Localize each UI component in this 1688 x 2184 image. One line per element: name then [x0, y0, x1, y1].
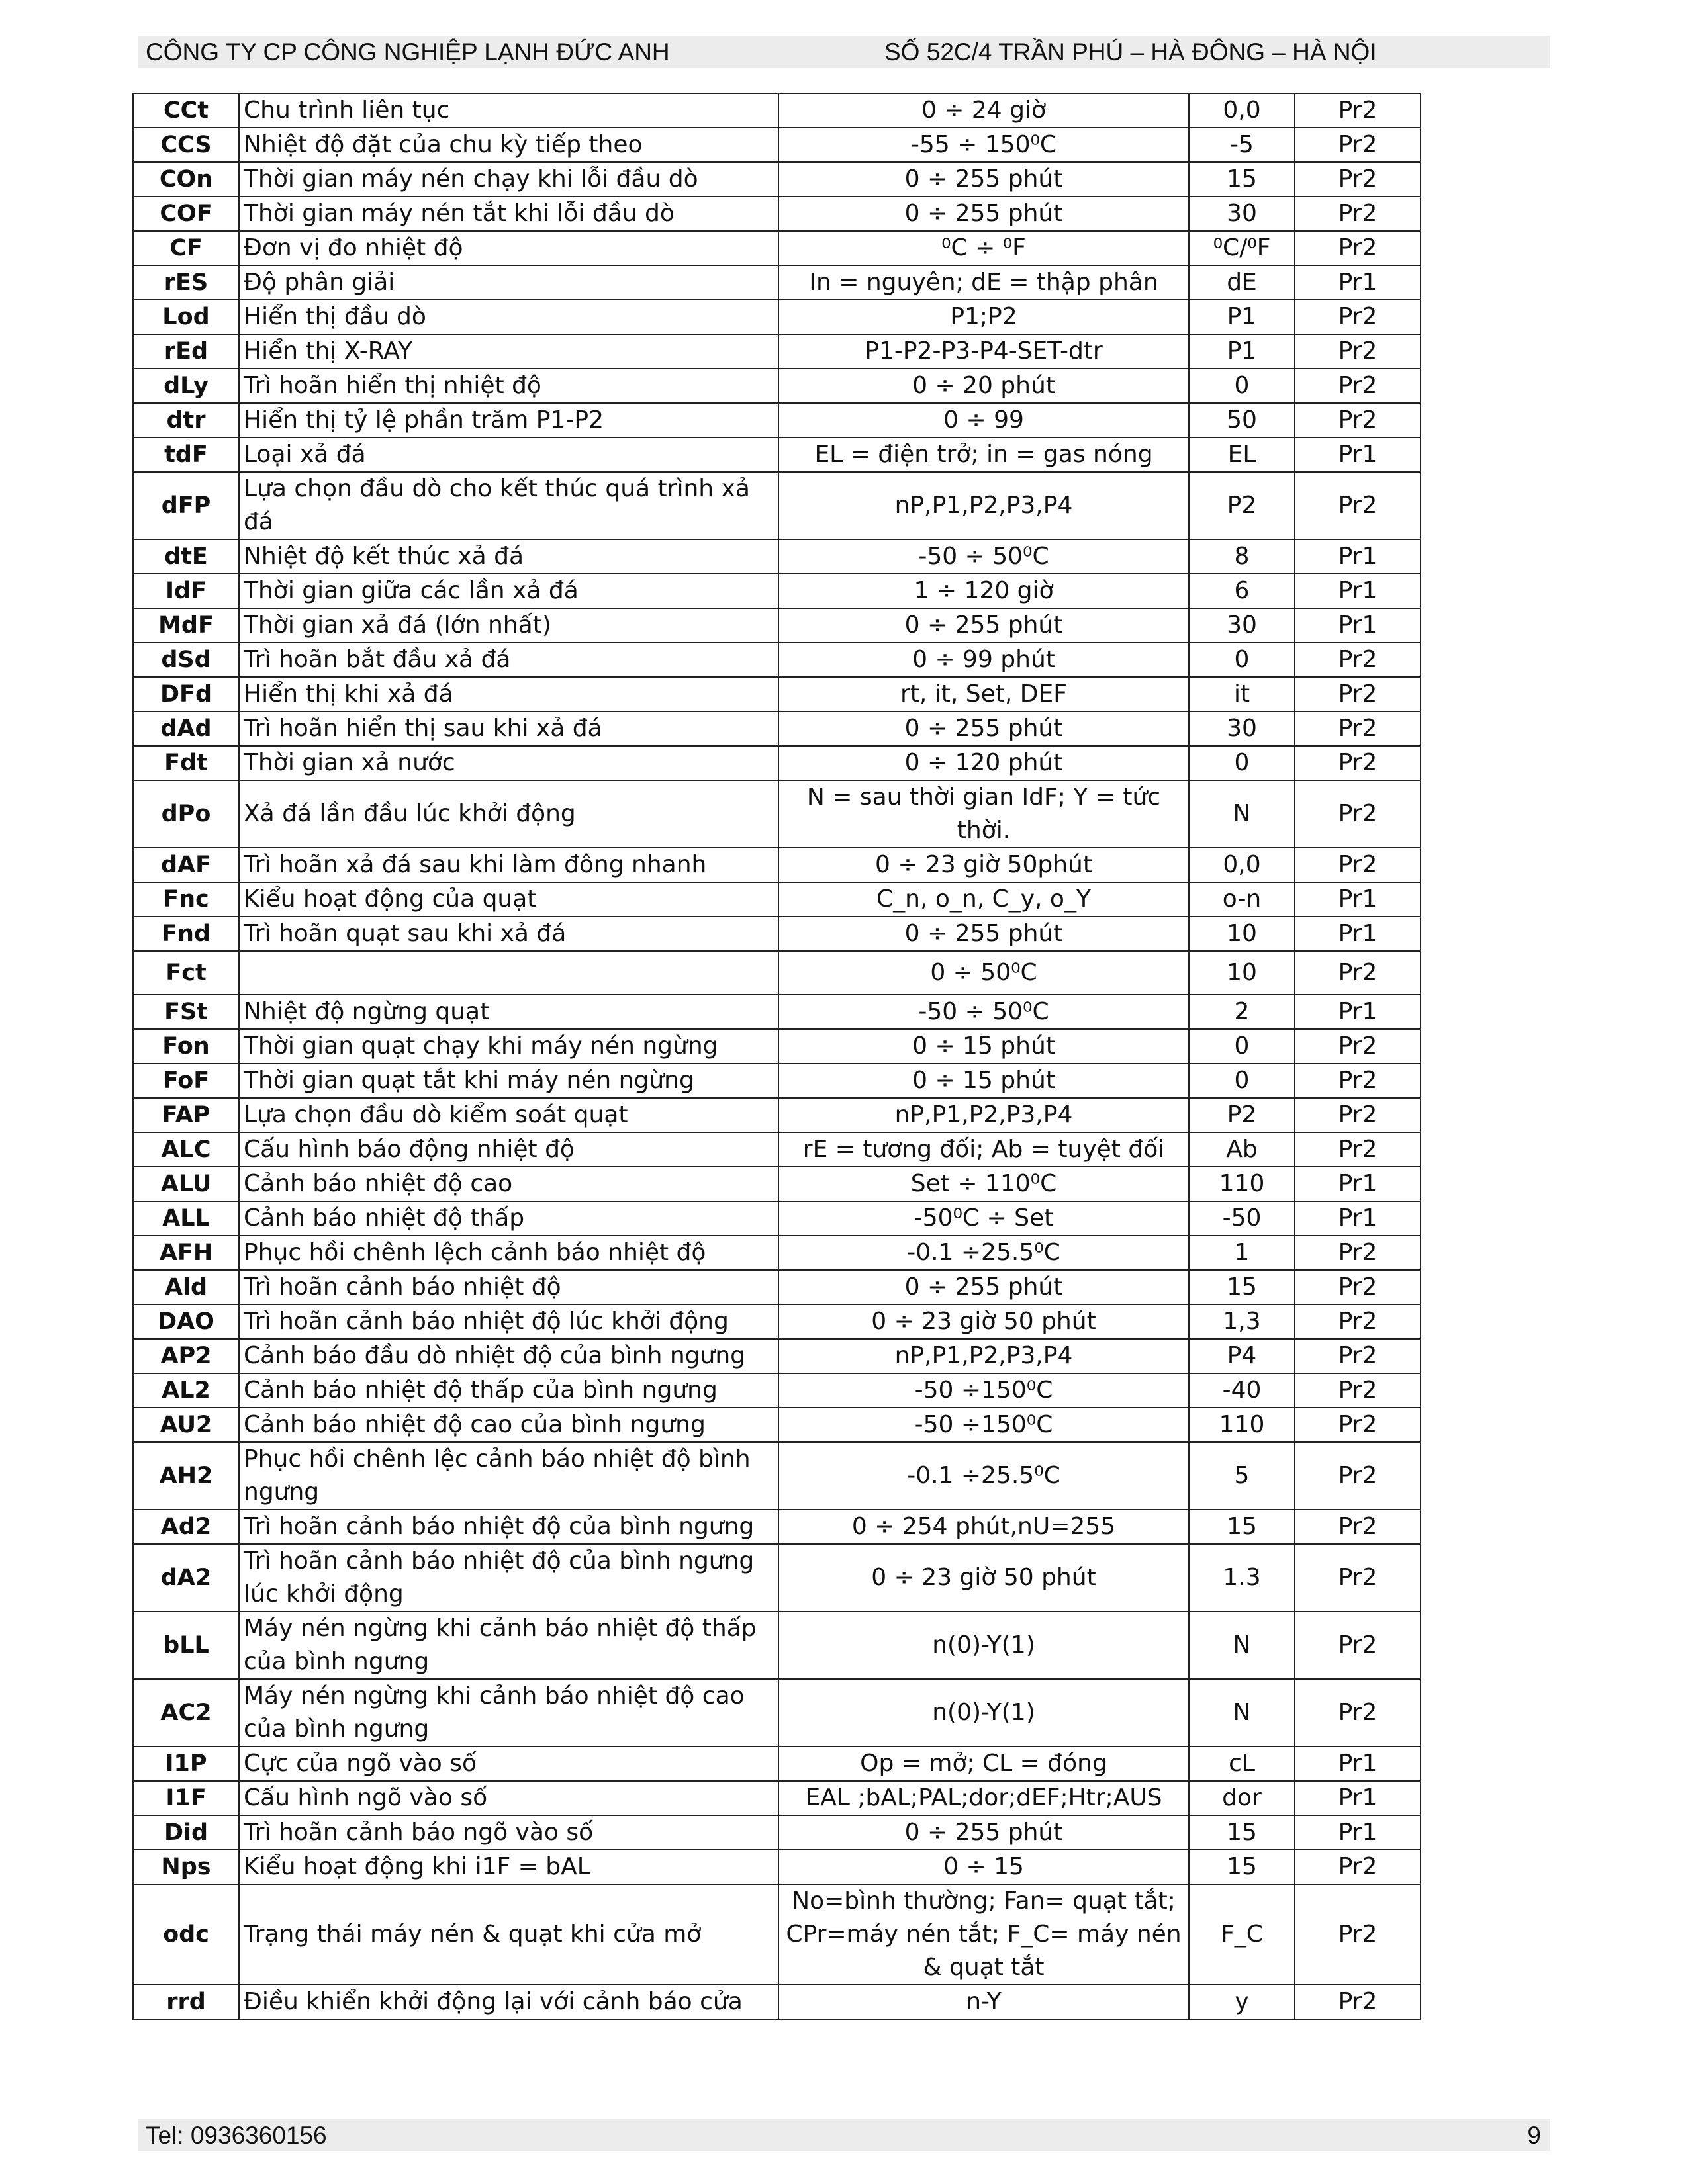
param-range: n-Y — [778, 1985, 1189, 2019]
param-range: rt, it, Set, DEF — [778, 677, 1189, 711]
param-code: dFP — [133, 472, 239, 539]
param-description: Kiểu hoạt động của quạt — [239, 882, 778, 917]
param-code: AFH — [133, 1236, 239, 1270]
table-row — [133, 128, 1421, 162]
table-row — [133, 780, 1421, 848]
param-code: AH2 — [133, 1442, 239, 1510]
param-default: 0 — [1189, 746, 1295, 780]
parameter-table — [132, 93, 1421, 2020]
table-row — [133, 1985, 1421, 2019]
page-number: 9 — [1527, 2122, 1541, 2149]
param-description: Hiển thị X-RAY — [239, 334, 778, 369]
parameter-table-body — [133, 93, 1421, 2019]
param-level: Pr2 — [1295, 1132, 1421, 1167]
table-row — [133, 231, 1421, 265]
param-range: 0 ÷ 24 giờ — [778, 93, 1189, 128]
table-row — [133, 265, 1421, 300]
param-code: Fdt — [133, 746, 239, 780]
param-code: COn — [133, 162, 239, 197]
param-range: No=bình thường; Fan= quạt tắt; CPr=máy nén tắt; F_C= máy nén & quạt tắt — [778, 1884, 1189, 1985]
param-default: P1 — [1189, 334, 1295, 369]
param-level: Pr2 — [1295, 1304, 1421, 1339]
param-level: Pr2 — [1295, 1679, 1421, 1747]
param-default: 30 — [1189, 608, 1295, 643]
param-code: MdF — [133, 608, 239, 643]
param-description: Thời gian máy nén tắt khi lỗi đầu dò — [239, 197, 778, 231]
param-level: Pr2 — [1295, 1064, 1421, 1098]
param-description: Thời gian quạt chạy khi máy nén ngừng — [239, 1029, 778, 1064]
param-range: 0 ÷ 15 phút — [778, 1029, 1189, 1064]
param-range: 1 ÷ 120 giờ — [778, 574, 1189, 608]
param-description: Cảnh báo nhiệt độ cao của bình ngưng — [239, 1408, 778, 1442]
param-code: tdF — [133, 437, 239, 472]
param-default: ⁰C/⁰F — [1189, 231, 1295, 265]
param-code: dtr — [133, 403, 239, 437]
param-code: FSt — [133, 995, 239, 1029]
param-range: 0 ÷ 99 — [778, 403, 1189, 437]
param-code: CCS — [133, 128, 239, 162]
param-range: nP,P1,P2,P3,P4 — [778, 1339, 1189, 1373]
param-code: dPo — [133, 780, 239, 848]
param-code: rES — [133, 265, 239, 300]
table-row — [133, 1270, 1421, 1304]
param-description: Trì hoãn bắt đầu xả đá — [239, 643, 778, 677]
param-range: 0 ÷ 255 phút — [778, 197, 1189, 231]
param-default: P2 — [1189, 1098, 1295, 1132]
table-row — [133, 1029, 1421, 1064]
param-code: ALL — [133, 1201, 239, 1236]
param-range: P1;P2 — [778, 300, 1189, 334]
param-code: Nps — [133, 1850, 239, 1884]
table-row — [133, 1304, 1421, 1339]
param-level: Pr1 — [1295, 437, 1421, 472]
param-description: Chu trình liên tục — [239, 93, 778, 128]
param-range: -50⁰C ÷ Set — [778, 1201, 1189, 1236]
param-default: N — [1189, 1612, 1295, 1679]
param-range: 0 ÷ 120 phút — [778, 746, 1189, 780]
param-description: Lựa chọn đầu dò cho kết thúc quá trình xả đá — [239, 472, 778, 539]
param-level: Pr2 — [1295, 1612, 1421, 1679]
table-row — [133, 93, 1421, 128]
param-description: Độ phân giải — [239, 265, 778, 300]
param-level: Pr1 — [1295, 1747, 1421, 1781]
param-default: P1 — [1189, 300, 1295, 334]
param-range: -50 ÷150⁰C — [778, 1408, 1189, 1442]
param-level: Pr2 — [1295, 1544, 1421, 1612]
param-default: 0,0 — [1189, 93, 1295, 128]
param-description: Máy nén ngừng khi cảnh báo nhiệt độ cao của bình ngưng — [239, 1679, 778, 1747]
param-default: 30 — [1189, 197, 1295, 231]
param-range: 0 ÷ 23 giờ 50phút — [778, 848, 1189, 882]
param-code: AL2 — [133, 1373, 239, 1408]
param-description: Nhiệt độ đặt của chu kỳ tiếp theo — [239, 128, 778, 162]
param-level: Pr2 — [1295, 643, 1421, 677]
param-default: dor — [1189, 1781, 1295, 1815]
param-default: cL — [1189, 1747, 1295, 1781]
table-row — [133, 848, 1421, 882]
param-description: Trì hoãn cảnh báo nhiệt độ của bình ngưng — [239, 1510, 778, 1544]
param-default: N — [1189, 1679, 1295, 1747]
table-row — [133, 1373, 1421, 1408]
param-code: ALC — [133, 1132, 239, 1167]
param-default: 6 — [1189, 574, 1295, 608]
param-default: 110 — [1189, 1408, 1295, 1442]
param-default: N — [1189, 780, 1295, 848]
param-level: Pr2 — [1295, 1270, 1421, 1304]
table-row — [133, 1201, 1421, 1236]
table-row — [133, 1850, 1421, 1884]
param-range: -50 ÷ 50⁰C — [778, 539, 1189, 574]
param-code: Fnc — [133, 882, 239, 917]
param-level: Pr2 — [1295, 1236, 1421, 1270]
param-level: Pr2 — [1295, 746, 1421, 780]
param-level: Pr2 — [1295, 162, 1421, 197]
param-code: dAF — [133, 848, 239, 882]
param-description: Cấu hình ngõ vào số — [239, 1781, 778, 1815]
table-row — [133, 1612, 1421, 1679]
param-range: Set ÷ 110⁰C — [778, 1167, 1189, 1201]
param-default: 0 — [1189, 1029, 1295, 1064]
param-level: Pr1 — [1295, 917, 1421, 951]
param-level: Pr1 — [1295, 574, 1421, 608]
param-code: IdF — [133, 574, 239, 608]
param-default: 50 — [1189, 403, 1295, 437]
param-level: Pr2 — [1295, 1442, 1421, 1510]
param-level: Pr1 — [1295, 995, 1421, 1029]
param-level: Pr2 — [1295, 1339, 1421, 1373]
param-level: Pr2 — [1295, 1373, 1421, 1408]
param-default: 10 — [1189, 951, 1295, 995]
param-description — [239, 951, 778, 995]
param-code: rrd — [133, 1985, 239, 2019]
param-default: 0 — [1189, 1064, 1295, 1098]
table-row — [133, 300, 1421, 334]
param-default: y — [1189, 1985, 1295, 2019]
param-range: rE = tương đối; Ab = tuyệt đối — [778, 1132, 1189, 1167]
param-description: Lựa chọn đầu dò kiểm soát quạt — [239, 1098, 778, 1132]
table-row — [133, 643, 1421, 677]
table-row — [133, 1884, 1421, 1985]
param-code: Ad2 — [133, 1510, 239, 1544]
param-default: 5 — [1189, 1442, 1295, 1510]
param-level: Pr2 — [1295, 677, 1421, 711]
param-level: Pr2 — [1295, 231, 1421, 265]
param-description: Đơn vị đo nhiệt độ — [239, 231, 778, 265]
param-range: N = sau thời gian IdF; Y = tức thời. — [778, 780, 1189, 848]
param-level: Pr2 — [1295, 93, 1421, 128]
table-row — [133, 1236, 1421, 1270]
param-level: Pr2 — [1295, 848, 1421, 882]
param-description: Thời gian máy nén chạy khi lỗi đầu dò — [239, 162, 778, 197]
param-code: AP2 — [133, 1339, 239, 1373]
param-level: Pr2 — [1295, 334, 1421, 369]
param-code: DAO — [133, 1304, 239, 1339]
table-row — [133, 472, 1421, 539]
param-code: odc — [133, 1884, 239, 1985]
param-description: Cấu hình báo động nhiệt độ — [239, 1132, 778, 1167]
param-code: AC2 — [133, 1679, 239, 1747]
param-range: C_n, o_n, C_y, o_Y — [778, 882, 1189, 917]
param-range: 0 ÷ 255 phút — [778, 917, 1189, 951]
param-description: Trì hoãn cảnh báo nhiệt độ của bình ngưng lúc khởi động — [239, 1544, 778, 1612]
param-default: dE — [1189, 265, 1295, 300]
param-description: Trạng thái máy nén & quạt khi cửa mở — [239, 1884, 778, 1985]
param-level: Pr1 — [1295, 882, 1421, 917]
table-row — [133, 1098, 1421, 1132]
param-range: -0.1 ÷25.5⁰C — [778, 1442, 1189, 1510]
page-footer — [138, 2119, 1550, 2151]
param-description: Cảnh báo nhiệt độ thấp của bình ngưng — [239, 1373, 778, 1408]
param-code: CCt — [133, 93, 239, 128]
page-header — [138, 36, 1550, 68]
param-description: Nhiệt độ kết thúc xả đá — [239, 539, 778, 574]
param-range: ⁰C ÷ ⁰F — [778, 231, 1189, 265]
param-code: dLy — [133, 369, 239, 403]
param-default: P2 — [1189, 472, 1295, 539]
param-default: 110 — [1189, 1167, 1295, 1201]
param-default: -50 — [1189, 1201, 1295, 1236]
param-description: Trì hoãn cảnh báo nhiệt độ — [239, 1270, 778, 1304]
param-description: Điều khiển khởi động lại với cảnh báo cửa — [239, 1985, 778, 2019]
param-level: Pr2 — [1295, 1408, 1421, 1442]
param-range: P1-P2-P3-P4-SET-dtr — [778, 334, 1189, 369]
param-description: Phục hồi chênh lệc cảnh báo nhiệt độ bình ngưng — [239, 1442, 778, 1510]
param-default: it — [1189, 677, 1295, 711]
param-description: Cảnh báo nhiệt độ cao — [239, 1167, 778, 1201]
param-level: Pr2 — [1295, 780, 1421, 848]
table-row — [133, 1167, 1421, 1201]
table-row — [133, 437, 1421, 472]
param-default: 2 — [1189, 995, 1295, 1029]
table-row — [133, 1815, 1421, 1850]
table-row — [133, 1747, 1421, 1781]
param-code: DFd — [133, 677, 239, 711]
param-description: Trì hoãn hiển thị sau khi xả đá — [239, 711, 778, 746]
param-default: 1 — [1189, 1236, 1295, 1270]
param-description: Kiểu hoạt động khi i1F = bAL — [239, 1850, 778, 1884]
footer-phone: Tel: 0936360156 — [146, 2122, 327, 2149]
param-range: 0 ÷ 255 phút — [778, 1815, 1189, 1850]
param-description: Nhiệt độ ngừng quạt — [239, 995, 778, 1029]
table-row — [133, 1339, 1421, 1373]
company-address: SỐ 52C/4 TRẦN PHÚ – HÀ ĐÔNG – HÀ NỘI — [884, 38, 1377, 66]
table-row — [133, 1781, 1421, 1815]
param-level: Pr2 — [1295, 197, 1421, 231]
param-level: Pr2 — [1295, 1029, 1421, 1064]
param-level: Pr2 — [1295, 1850, 1421, 1884]
param-default: 15 — [1189, 1510, 1295, 1544]
table-row — [133, 882, 1421, 917]
param-range: -0.1 ÷25.5⁰C — [778, 1236, 1189, 1270]
param-level: Pr1 — [1295, 539, 1421, 574]
param-default: Ab — [1189, 1132, 1295, 1167]
table-row — [133, 1408, 1421, 1442]
param-code: COF — [133, 197, 239, 231]
table-row — [133, 746, 1421, 780]
table-row — [133, 1442, 1421, 1510]
param-range: -50 ÷150⁰C — [778, 1373, 1189, 1408]
table-row — [133, 711, 1421, 746]
param-level: Pr1 — [1295, 1815, 1421, 1850]
param-code: rEd — [133, 334, 239, 369]
param-description: Cảnh báo đầu dò nhiệt độ của bình ngưng — [239, 1339, 778, 1373]
param-range: 0 ÷ 23 giờ 50 phút — [778, 1304, 1189, 1339]
table-row — [133, 369, 1421, 403]
param-code: FoF — [133, 1064, 239, 1098]
param-default: -5 — [1189, 128, 1295, 162]
table-row — [133, 1679, 1421, 1747]
table-row — [133, 951, 1421, 995]
param-code: CF — [133, 231, 239, 265]
param-description: Cực của ngõ vào số — [239, 1747, 778, 1781]
table-row — [133, 162, 1421, 197]
param-level: Pr2 — [1295, 711, 1421, 746]
table-row — [133, 539, 1421, 574]
param-code: Fon — [133, 1029, 239, 1064]
param-default: 15 — [1189, 1815, 1295, 1850]
param-default: 0 — [1189, 643, 1295, 677]
param-level: Pr2 — [1295, 128, 1421, 162]
param-code: Fct — [133, 951, 239, 995]
table-row — [133, 403, 1421, 437]
param-description: Máy nén ngừng khi cảnh báo nhiệt độ thấp của bình ngưng — [239, 1612, 778, 1679]
param-description: Loại xả đá — [239, 437, 778, 472]
param-level: Pr2 — [1295, 300, 1421, 334]
param-description: Hiển thị khi xả đá — [239, 677, 778, 711]
param-default: 10 — [1189, 917, 1295, 951]
param-default: 0,0 — [1189, 848, 1295, 882]
param-description: Trì hoãn hiển thị nhiệt độ — [239, 369, 778, 403]
param-range: 0 ÷ 255 phút — [778, 608, 1189, 643]
table-row — [133, 917, 1421, 951]
param-range: nP,P1,P2,P3,P4 — [778, 1098, 1189, 1132]
param-range: 0 ÷ 99 phút — [778, 643, 1189, 677]
param-description: Thời gian xả đá (lớn nhất) — [239, 608, 778, 643]
param-description: Hiển thị tỷ lệ phần trăm P1-P2 — [239, 403, 778, 437]
param-range: 0 ÷ 15 — [778, 1850, 1189, 1884]
param-default: -40 — [1189, 1373, 1295, 1408]
param-code: AU2 — [133, 1408, 239, 1442]
param-level: Pr2 — [1295, 472, 1421, 539]
param-default: 15 — [1189, 1270, 1295, 1304]
param-code: Ald — [133, 1270, 239, 1304]
param-code: dSd — [133, 643, 239, 677]
param-code: bLL — [133, 1612, 239, 1679]
param-level: Pr2 — [1295, 1884, 1421, 1985]
param-range: 0 ÷ 50⁰C — [778, 951, 1189, 995]
param-level: Pr1 — [1295, 1781, 1421, 1815]
param-default: F_C — [1189, 1884, 1295, 1985]
param-code: I1F — [133, 1781, 239, 1815]
param-range: 0 ÷ 20 phút — [778, 369, 1189, 403]
param-description: Hiển thị đầu dò — [239, 300, 778, 334]
param-range: In = nguyên; dE = thập phân — [778, 265, 1189, 300]
param-code: ALU — [133, 1167, 239, 1201]
param-default: 30 — [1189, 711, 1295, 746]
param-default: 1,3 — [1189, 1304, 1295, 1339]
param-level: Pr1 — [1295, 608, 1421, 643]
param-range: -55 ÷ 150⁰C — [778, 128, 1189, 162]
param-level: Pr2 — [1295, 951, 1421, 995]
param-default: 1.3 — [1189, 1544, 1295, 1612]
param-range: Op = mở; CL = đóng — [778, 1747, 1189, 1781]
param-range: 0 ÷ 255 phút — [778, 1270, 1189, 1304]
param-level: Pr1 — [1295, 265, 1421, 300]
param-code: Did — [133, 1815, 239, 1850]
param-level: Pr1 — [1295, 1167, 1421, 1201]
param-level: Pr2 — [1295, 1985, 1421, 2019]
param-range: nP,P1,P2,P3,P4 — [778, 472, 1189, 539]
param-description: Thời gian xả nước — [239, 746, 778, 780]
param-default: 15 — [1189, 1850, 1295, 1884]
table-row — [133, 1064, 1421, 1098]
param-code: dtE — [133, 539, 239, 574]
param-range: n(0)-Y(1) — [778, 1679, 1189, 1747]
table-row — [133, 197, 1421, 231]
param-code: I1P — [133, 1747, 239, 1781]
table-row — [133, 995, 1421, 1029]
param-description: Cảnh báo nhiệt độ thấp — [239, 1201, 778, 1236]
param-level: Pr2 — [1295, 369, 1421, 403]
param-range: 0 ÷ 255 phút — [778, 711, 1189, 746]
table-row — [133, 574, 1421, 608]
param-range: 0 ÷ 15 phút — [778, 1064, 1189, 1098]
param-description: Thời gian quạt tắt khi máy nén ngừng — [239, 1064, 778, 1098]
param-default: 15 — [1189, 162, 1295, 197]
param-range: 0 ÷ 23 giờ 50 phút — [778, 1544, 1189, 1612]
param-description: Trì hoãn quạt sau khi xả đá — [239, 917, 778, 951]
param-code: dAd — [133, 711, 239, 746]
table-row — [133, 608, 1421, 643]
param-range: -50 ÷ 50⁰C — [778, 995, 1189, 1029]
table-row — [133, 1510, 1421, 1544]
param-description: Thời gian giữa các lần xả đá — [239, 574, 778, 608]
param-range: EL = điện trở; in = gas nóng — [778, 437, 1189, 472]
company-name: CÔNG TY CP CÔNG NGHIỆP LẠNH ĐỨC ANH — [146, 38, 670, 66]
param-code: Fnd — [133, 917, 239, 951]
param-default: o-n — [1189, 882, 1295, 917]
param-level: Pr2 — [1295, 1098, 1421, 1132]
param-level: Pr2 — [1295, 1510, 1421, 1544]
param-description: Trì hoãn xả đá sau khi làm đông nhanh — [239, 848, 778, 882]
param-default: P4 — [1189, 1339, 1295, 1373]
param-level: Pr1 — [1295, 1201, 1421, 1236]
param-range: 0 ÷ 254 phút,nU=255 — [778, 1510, 1189, 1544]
param-range: n(0)-Y(1) — [778, 1612, 1189, 1679]
param-default: EL — [1189, 437, 1295, 472]
param-code: dA2 — [133, 1544, 239, 1612]
param-default: 8 — [1189, 539, 1295, 574]
table-row — [133, 1544, 1421, 1612]
param-default: 0 — [1189, 369, 1295, 403]
param-range: EAL ;bAL;PAL;dor;dEF;Htr;AUS — [778, 1781, 1189, 1815]
table-row — [133, 1132, 1421, 1167]
param-range: 0 ÷ 255 phút — [778, 162, 1189, 197]
param-level: Pr2 — [1295, 403, 1421, 437]
param-code: FAP — [133, 1098, 239, 1132]
param-code: Lod — [133, 300, 239, 334]
param-description: Trì hoãn cảnh báo nhiệt độ lúc khởi động — [239, 1304, 778, 1339]
param-description: Phục hồi chênh lệch cảnh báo nhiệt độ — [239, 1236, 778, 1270]
param-description: Trì hoãn cảnh báo ngõ vào số — [239, 1815, 778, 1850]
param-description: Xả đá lần đầu lúc khởi động — [239, 780, 778, 848]
table-row — [133, 677, 1421, 711]
table-row — [133, 334, 1421, 369]
